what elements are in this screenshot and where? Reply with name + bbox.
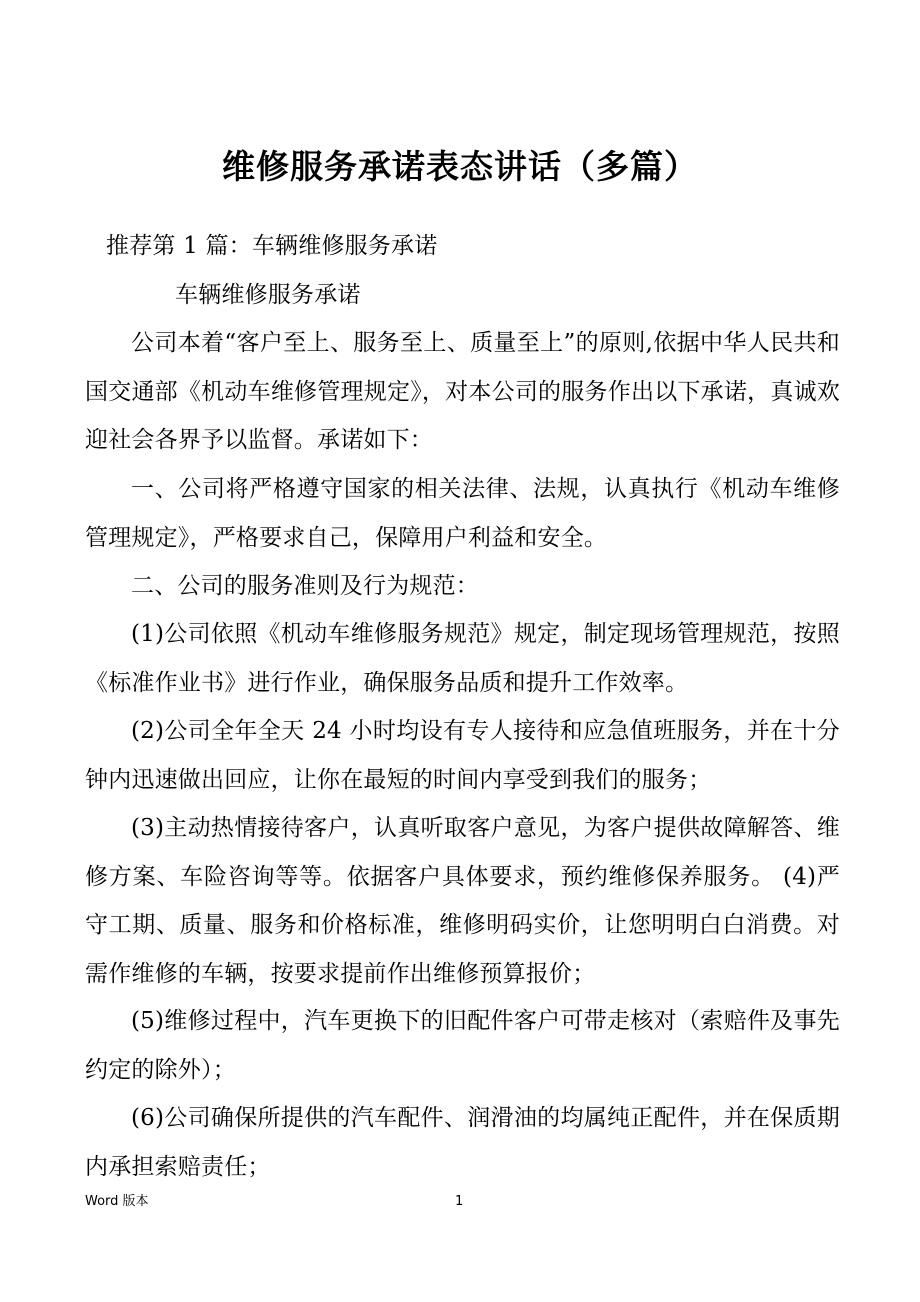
paragraph-sub-2: (2)公司全年全天 24 小时均设有专人接待和应急值班服务，并在十分钟内迅速做出回应，让你在最短的时间内享受到我们的服务； bbox=[85, 718, 840, 793]
paragraph-sub-1: (1)公司依照《机动车维修服务规范》规定，制定现场管理规范，按照《标准作业书》进行作业，确保服务品质和提升工作效率。 bbox=[85, 621, 840, 696]
paragraph-sub-6: (6)公司确保所提供的汽车配件、润滑油的均属纯正配件，并在保质期内承担索赔责任； bbox=[85, 1105, 840, 1180]
paragraph-item-2: 二、公司的服务准则及行为规范： bbox=[131, 573, 479, 599]
section-heading: 推荐第 1 篇：车辆维修服务承诺 bbox=[106, 233, 438, 259]
paragraph-intro: 公司本着“客户至上、服务至上、质量至上”的原则,依据中华人民共和国交通部《机动车维修管理规定》，对本公司的服务作出以下承诺，真诚欢迎社会各界予以监督。承诺如下： bbox=[85, 330, 840, 454]
footer-page-number: 1 bbox=[455, 1194, 464, 1209]
paragraph-sub-5: (5)维修过程中，汽车更换下的旧配件客户可带走核对（索赔件及事先约定的除外）； bbox=[85, 1008, 840, 1083]
subheading: 车辆维修服务承诺 bbox=[175, 282, 361, 308]
footer-word-version: Word 版本 bbox=[85, 1194, 149, 1209]
paragraph-sub-3-4: (3)主动热情接待客户，认真听取客户意见，为客户提供故障解答、维修方案、车险咨询等等。依据客户具体要求，预约维修保养服务。 (4)严守工期、质量、服务和价格标准，维修明码实价，让您明明白白消费。对需作维修的车辆，按要求提前作出维修预算报价； bbox=[85, 815, 840, 987]
paragraph-item-1: 一、公司将严格遵守国家的相关法律、法规，认真执行《机动车维修管理规定》，严格要求自己，保障用户利益和安全。 bbox=[85, 476, 840, 551]
document-title: 维修服务承诺表态讲话（多篇） bbox=[222, 147, 698, 186]
